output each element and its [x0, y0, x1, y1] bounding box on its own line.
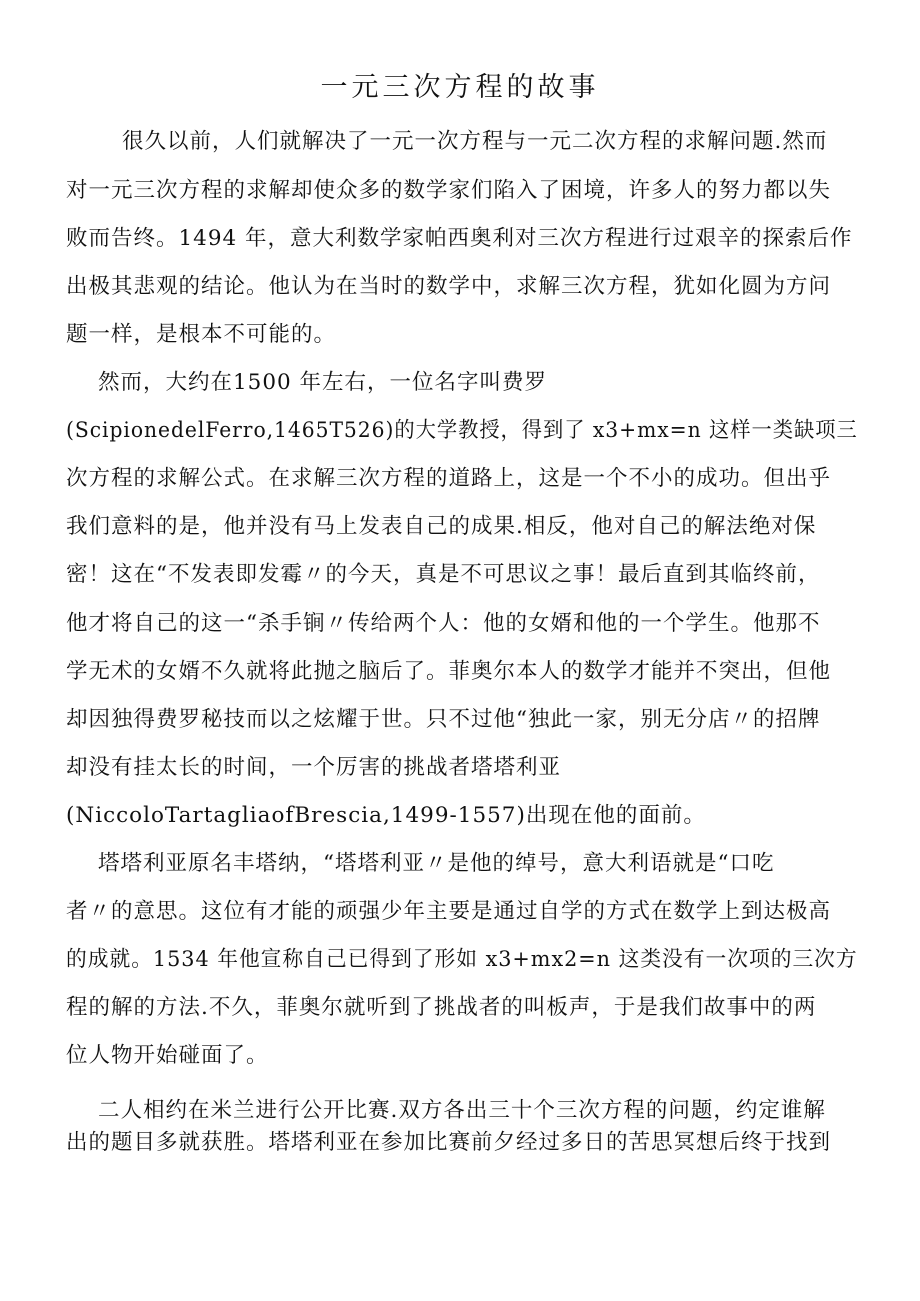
paragraph-2-line-7: 学无术的女婿不久就将此抛之脑后了。菲奥尔本人的数学才能并不突出，但他: [66, 659, 832, 684]
paragraph-4-line-2: 出的题目多就获胜。塔塔利亚在参加比赛前夕经过多日的苦思冥想后终于找到: [66, 1130, 832, 1155]
paragraph-2-line-8: 却因独得费罗秘技而以之炫耀于世。只不过他“独此一家，别无分店〃的招牌: [66, 707, 821, 732]
paragraph-3-line-4: 程的解的方法.不久，菲奥尔就听到了挑战者的叫板声，于是我们故事中的两: [66, 995, 817, 1020]
paragraph-2-line-2: (ScipionedelFerro,1465T526)的大学教授，得到了 x3+mx=n 这样一类缺项三: [66, 418, 858, 443]
paragraph-3-line-3: 的成就。1534 年他宣称自己已得到了形如 x3+mx2=n 这类没有一次项的三次方: [66, 947, 858, 972]
document-title: 一元三次方程的故事: [320, 72, 600, 103]
paragraph-2-line-9: 却没有挂太长的时间，一个厉害的挑战者塔塔利亚: [66, 755, 562, 780]
paragraph-2-line-6: 他才将自己的这一“杀手锏〃传给两个人：他的女婿和他的一个学生。他那不: [66, 611, 821, 636]
paragraph-1-line-3: 败而告终。1494 年，意大利数学家帕西奥利对三次方程进行过艰辛的探索后作: [66, 226, 853, 251]
paragraph-3-line-2: 者〃的意思。这位有才能的顽强少年主要是通过自学的方式在数学上到达极高: [66, 899, 832, 924]
paragraph-2-line-1: 然而，大约在1500 年左右，一位名字叫费罗: [98, 370, 548, 395]
paragraph-1-line-4: 出极其悲观的结论。他认为在当时的数学中，求解三次方程，犹如化圆为方问: [66, 274, 832, 299]
paragraph-2-line-5: 密！这在“不发表即发霉〃的今天，真是不可思议之事！最后直到其临终前，: [66, 562, 821, 587]
paragraph-3-line-5: 位人物开始碰面了。: [66, 1043, 269, 1068]
paragraph-1-line-1: 很久以前，人们就解决了一元一次方程与一元二次方程的求解问题.然而: [122, 129, 828, 154]
paragraph-2-line-10: (NiccoloTartagliaofBrescia,1499-1557)出现在他的面前。: [66, 803, 706, 828]
paragraph-2-line-3: 次方程的求解公式。在求解三次方程的道路上，这是一个不小的成功。但出乎: [66, 466, 832, 491]
paragraph-1-line-5: 题一样，是根本不可能的。: [66, 322, 337, 347]
paragraph-1-line-2: 对一元三次方程的求解却使众多的数学家们陷入了困境，许多人的努力都以失: [66, 178, 832, 203]
paragraph-3-line-1: 塔塔利亚原名丰塔纳，“塔塔利亚〃是他的绰号，意大利语就是“口吃: [98, 851, 775, 876]
paragraph-2-line-4: 我们意料的是，他并没有马上发表自己的成果.相反，他对自己的解法绝对保: [66, 514, 817, 539]
paragraph-4-line-1: 二人相约在米兰进行公开比赛.双方各出三十个三次方程的问题，约定谁解: [98, 1098, 826, 1123]
